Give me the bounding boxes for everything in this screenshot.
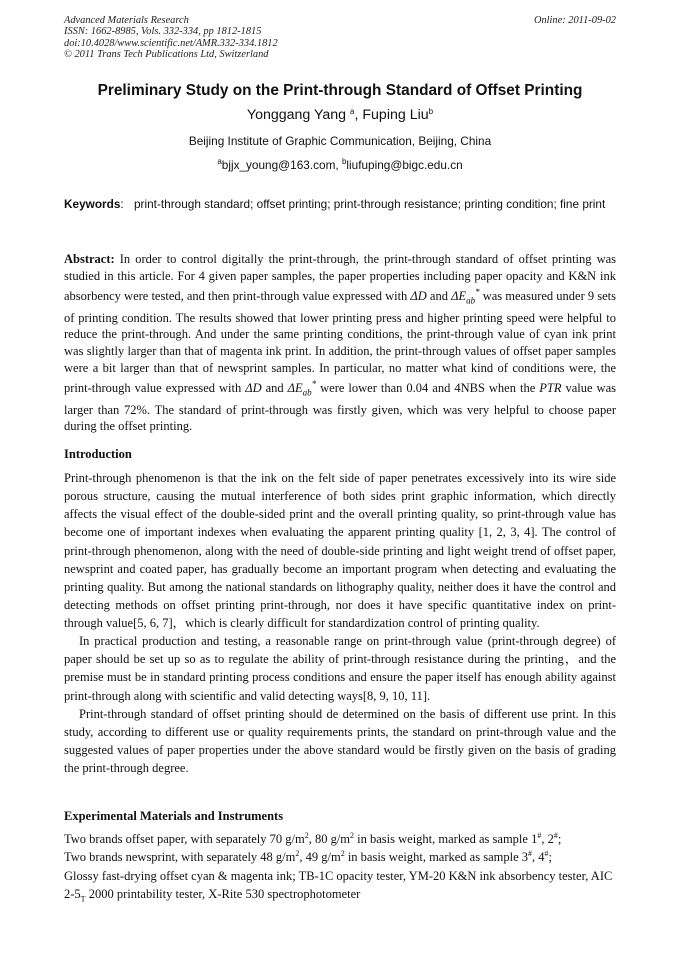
materials-line: Two brands offset paper, with separately 70 $g/m^2$, 80 $g/m^2$ in basis weight, marked as sample 1#, 2#;	[64, 831, 562, 846]
section-heading-materials: Experimental Materials and Instruments	[64, 809, 284, 823]
abstract-text: value was larger than 72%. The standard of print-through was firstly given, which was very helpful to choose paper during the offset printing.	[64, 381, 616, 434]
keywords-block	[64, 196, 616, 214]
abstract-text: were lower than 0.04 and 4NBS when the	[316, 381, 540, 396]
keywords-label: Keywords:	[64, 197, 124, 211]
affiliation: Beijing Institute of Graphic Communication, Beijing, China	[188, 134, 492, 148]
email-mark: b	[341, 157, 347, 166]
author-affil-mark: a	[350, 107, 355, 116]
symbol-delta-e: $\Delta E_{ab}^*$	[451, 287, 480, 306]
copyright-line: © 2011 Trans Tech Publications Ltd, Switzerland	[64, 48, 269, 60]
author-name: Yonggang Yang	[246, 107, 347, 123]
author-separator: ,	[354, 107, 363, 123]
paper-title: Preliminary Study on the Print-through Standard of Offset Printing	[97, 82, 583, 99]
symbol-delta-d: ΔD	[245, 381, 262, 396]
symbol-ptr: PTR	[539, 381, 562, 396]
paragraph: In practical production and testing, a reasonable range on print-through value (print-through degree) of paper should be set up so as to regulate the ability of print-through resistance during the printing，and the premise must be in standard printing process conditions and ensure the paper itself has enough ability against print-through along with scientific and valid detecting ways[8, 9, 10, 11].	[64, 634, 616, 703]
journal-header	[64, 15, 616, 60]
paragraph: Print-through phenomenon is that the ink on the felt side of paper penetrates excessively into its wire side porous structure, causing the mutual interference of both sides print graphic information, which directly affects the visual effect of the double-sided print and the overall printing quality, so print-through value has become one of important indexes when evaluating the apparent printing quality [1, 2, 3, 4]. The control of print-through phenomenon, along with the need of double-side printing and light weight trend of offset paper, newsprint and coated paper, has gradually become an important program when detecting and evaluating the printing quality. But among the national standards on lithography quality, neither does it have the control and detecting methods on offset printing print-through, nor does it have specific quantitative index on print-through value[5, 6, 7]，which is clearly difficult for standardization control of printing quality.	[64, 471, 616, 630]
section-heading-introduction: Introduction	[64, 447, 132, 461]
keywords-text: print-through standard; offset printing; print-through resistance; printing condition; fine print	[134, 197, 606, 211]
symbol-delta-d: ΔD	[410, 289, 427, 304]
paragraph: Print-through standard of offset printing should de determined on the basis of different use print. In this study, according to different use or quality requirements prints, the standard on print-through value and the suggested values of paper properties under the above standard would be firstly given on the basis of grading the print-through degree.	[64, 706, 616, 775]
doi-line: doi:10.4028/www.scientific.net/AMR.332-334.1812	[64, 37, 278, 49]
materials-line: Two brands newsprint, with separately 48 $g/m^2$, 49 $g/m^2$ in basis weight, marked as sample 3#, 4#;	[64, 849, 552, 865]
abstract-label: Abstract:	[64, 252, 115, 266]
abstract-text: was measured under 9 sets of printing condition. The results showed that lower printing press and higher printing speed were helpful to reduce the print-through. And under the same printing conditions, the print-through value of cyan ink print was slightly larger than that of magenta ink print. In addition, the print-through values of offset paper samples were a bit larger than that of newsprint samples. In particular, no matter what kind of conditions were, the print-through value expressed with	[64, 289, 617, 396]
introduction-body	[64, 469, 616, 777]
journal-name: Advanced Materials Research	[64, 15, 189, 26]
online-date: Online: 2011-09-02	[533, 15, 616, 26]
abstract-text: In order to control digitally the print-through, the print-through standard of offset printing was studied in this article. For 4 given paper samples, the paper properties including paper opacity and K&N ink absorbency were tested, and then print-through value expressed with	[64, 252, 617, 304]
email-address: liufuping@bigc.edu.cn	[346, 158, 463, 172]
email-line	[64, 157, 616, 173]
author-affil-mark: b	[428, 107, 434, 116]
author-line	[64, 106, 616, 124]
abstract	[64, 251, 616, 435]
issn-line: ISSN: 1662-8985, Vols. 332-334, pp 1812-1815	[64, 26, 262, 38]
materials-body	[64, 830, 616, 909]
symbol-delta-e: $\Delta E_{ab}^*$	[287, 379, 317, 398]
materials-line: Glossy fast-drying offset cyan & magenta ink; TB-1C opacity tester, YM-20 K&N ink absorbency tester, AIC $2-5_T$ 2000 printability tester, X-Rite 530 spectrophotometer	[64, 868, 613, 904]
abstract-text: and	[426, 289, 452, 304]
email-mark: a	[217, 157, 222, 166]
author-name: Fuping Liu	[362, 107, 429, 123]
abstract-text: and	[261, 381, 288, 396]
email-address: bjjx_young@163.com,	[221, 158, 342, 172]
